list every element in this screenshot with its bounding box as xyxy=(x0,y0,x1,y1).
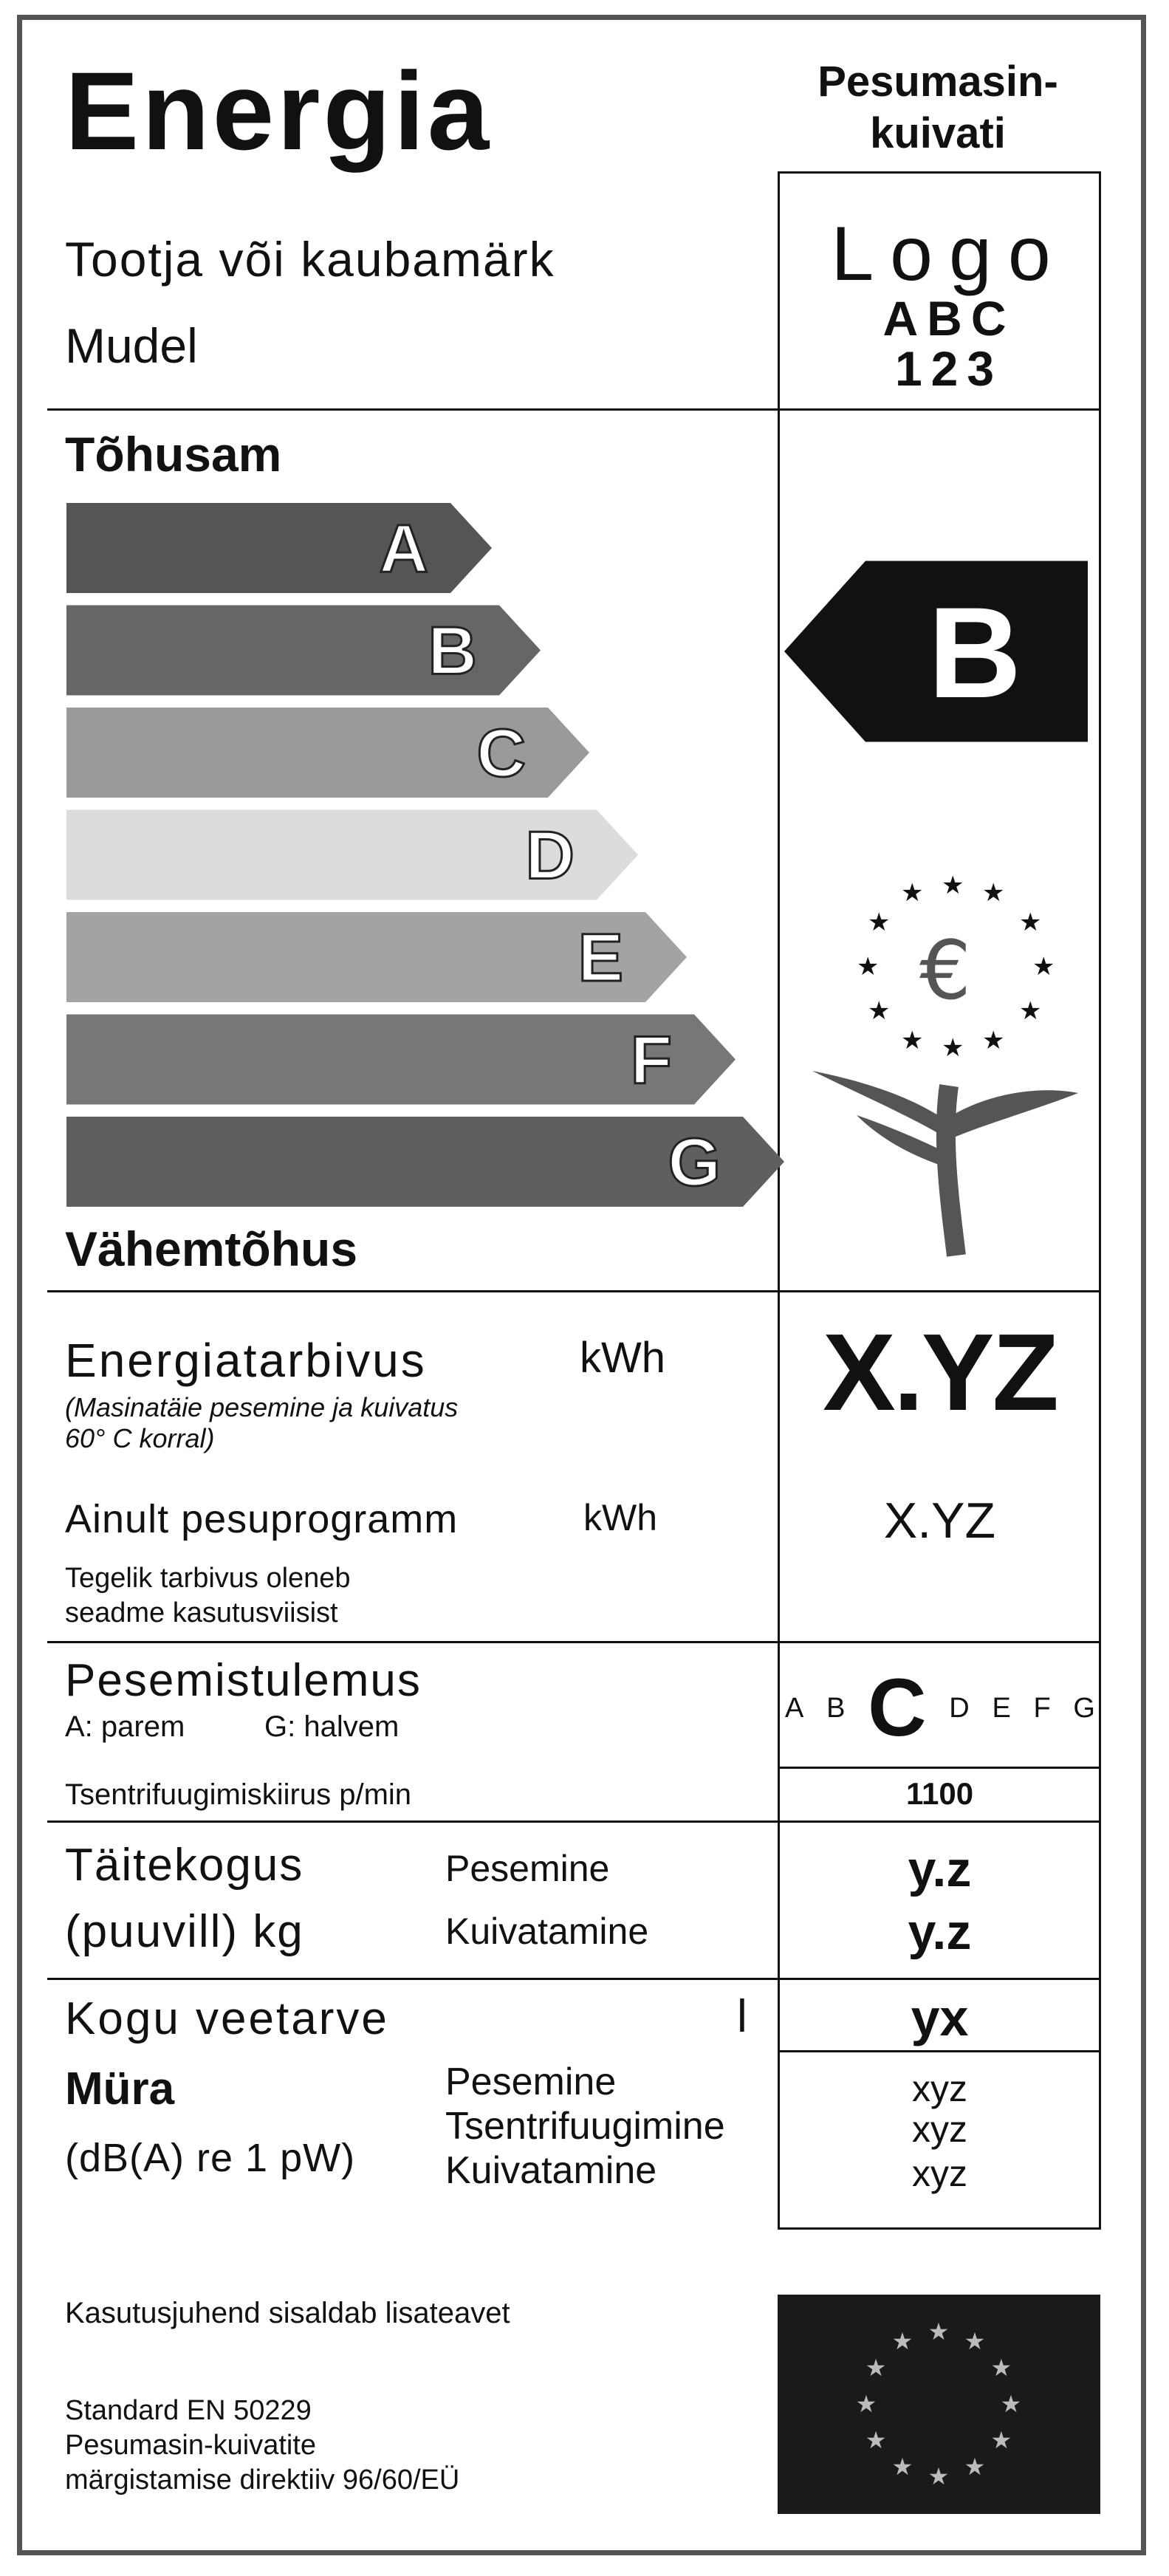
noise-dry-value: xyz xyxy=(912,2153,967,2194)
standard-line1: Standard EN 50229 xyxy=(65,2395,312,2426)
logo-text: Logo xyxy=(831,211,1067,297)
svg-text:★: ★ xyxy=(868,908,891,937)
eu-flag-star: ★ xyxy=(891,2327,913,2356)
appliance-type-line2: kuivati xyxy=(870,109,1006,157)
noise-unit-label: (dB(A) re 1 pW) xyxy=(65,2136,356,2180)
svg-text:★: ★ xyxy=(868,996,891,1026)
eu-flag-star: ★ xyxy=(891,2452,913,2481)
efficiency-bar-letter-b: B xyxy=(428,613,477,689)
efficiency-bar-letter-f: F xyxy=(630,1022,672,1098)
standard-line3: märgistamise direktiiv 96/60/EÜ xyxy=(65,2464,460,2496)
eu-flag-star: ★ xyxy=(928,2462,950,2490)
label-title: Energia xyxy=(65,49,493,173)
logo-123: 123 xyxy=(894,341,1004,396)
capacity-dry-value: y.z xyxy=(908,1904,972,1960)
svg-text:€: € xyxy=(919,923,971,1018)
eu-flag-star: ★ xyxy=(990,2354,1012,2382)
svg-text:★: ★ xyxy=(901,1026,924,1055)
actual-note-line2: seadme kasutusviisist xyxy=(65,1597,338,1628)
water-label: Kogu veetarve xyxy=(65,1993,389,2044)
rated-class-letter: B xyxy=(928,581,1022,725)
capacity-label-line2: (puuvill) kg xyxy=(65,1906,304,1957)
noise-spin-label: Tsentrifuugimine xyxy=(445,2105,725,2148)
manufacturer-label: Tootja või kaubamärk xyxy=(65,232,555,287)
scale-top-label: Tõhusam xyxy=(65,427,282,482)
eu-flag-star: ★ xyxy=(865,2354,887,2382)
capacity-wash-label: Pesemine xyxy=(445,1848,610,1889)
energy-unit: kWh xyxy=(580,1334,665,1382)
eu-flag-star: ★ xyxy=(865,2426,887,2454)
scale-bottom-label: Vähemtõhus xyxy=(65,1222,358,1276)
eu-flag-star: ★ xyxy=(928,2318,950,2346)
energy-note-line1: (Masinatäie pesemine ja kuivatus xyxy=(65,1392,459,1422)
capacity-wash-value: y.z xyxy=(908,1841,972,1897)
model-label: Mudel xyxy=(65,318,198,373)
washing-class-scale xyxy=(785,1662,1095,1753)
water-value: yx xyxy=(911,1989,969,2046)
info-note: Kasutusjuhend sisaldab lisateavet xyxy=(65,2297,510,2329)
washing-note-g: G: halvem xyxy=(264,1710,400,1743)
eu-flag-star: ★ xyxy=(990,2426,1012,2454)
wash-only-label: Ainult pesuprogramm xyxy=(65,1497,459,1541)
svg-text:★: ★ xyxy=(942,871,964,900)
svg-text:★: ★ xyxy=(1019,908,1042,937)
noise-wash-label: Pesemine xyxy=(445,2061,617,2103)
eu-flag-star: ★ xyxy=(1000,2390,1022,2418)
washing-class-e: E xyxy=(992,1693,1011,1724)
svg-text:★: ★ xyxy=(1032,952,1055,982)
noise-label: Müra xyxy=(65,2063,175,2114)
washing-label: Pesemistulemus xyxy=(65,1655,422,1706)
water-unit: l xyxy=(737,1991,747,2042)
noise-spin-value: xyz xyxy=(912,2109,967,2150)
svg-text:★: ★ xyxy=(857,952,880,982)
eu-flag-star: ★ xyxy=(855,2390,877,2418)
eu-ecolabel-flower-icon xyxy=(798,871,1093,1270)
standard-line2: Pesumasin-kuivatite xyxy=(65,2430,317,2461)
logo-abc: ABC xyxy=(882,291,1015,346)
svg-text:★: ★ xyxy=(901,878,924,908)
capacity-dry-label: Kuivatamine xyxy=(445,1911,649,1952)
washing-class-a: A xyxy=(785,1693,804,1724)
efficiency-bar-letter-d: D xyxy=(525,818,575,894)
spin-label: Tsentrifuugimiskiirus p/min xyxy=(65,1778,412,1811)
energy-note-line2: 60° C korral) xyxy=(65,1423,215,1453)
noise-wash-value: xyz xyxy=(912,2068,967,2109)
svg-text:★: ★ xyxy=(942,1033,964,1063)
washing-class-b: B xyxy=(826,1693,846,1724)
noise-dry-label: Kuivatamine xyxy=(445,2149,657,2192)
efficiency-bar-letter-g: G xyxy=(668,1125,721,1200)
capacity-label-line1: Täitekogus xyxy=(65,1840,304,1891)
washing-class-f: F xyxy=(1033,1693,1051,1724)
svg-text:★: ★ xyxy=(982,878,1005,908)
efficiency-bar-letter-c: C xyxy=(476,716,526,791)
efficiency-bar-letter-e: E xyxy=(577,920,623,996)
efficiency-bar-letter-a: A xyxy=(379,511,428,586)
energy-value: X.YZ xyxy=(823,1312,1057,1433)
svg-text:★: ★ xyxy=(982,1026,1005,1055)
washing-class-c: C xyxy=(868,1662,927,1753)
svg-text:★: ★ xyxy=(1019,996,1042,1026)
wash-only-unit: kWh xyxy=(583,1497,657,1538)
wash-only-value: X.YZ xyxy=(883,1493,996,1549)
eu-flag-icon xyxy=(778,2295,1100,2514)
eu-flag-star: ★ xyxy=(964,2327,986,2356)
washing-class-g: G xyxy=(1073,1693,1095,1724)
washing-class-d: D xyxy=(949,1693,970,1724)
appliance-type-line1: Pesumasin- xyxy=(817,58,1058,106)
actual-note-line1: Tegelik tarbivus oleneb xyxy=(65,1563,351,1594)
energy-label: Energiatarbivus xyxy=(65,1334,427,1387)
eu-flag-star: ★ xyxy=(964,2452,986,2481)
washing-note-a: A: parem xyxy=(65,1710,185,1743)
spin-value: 1100 xyxy=(905,1776,974,1811)
